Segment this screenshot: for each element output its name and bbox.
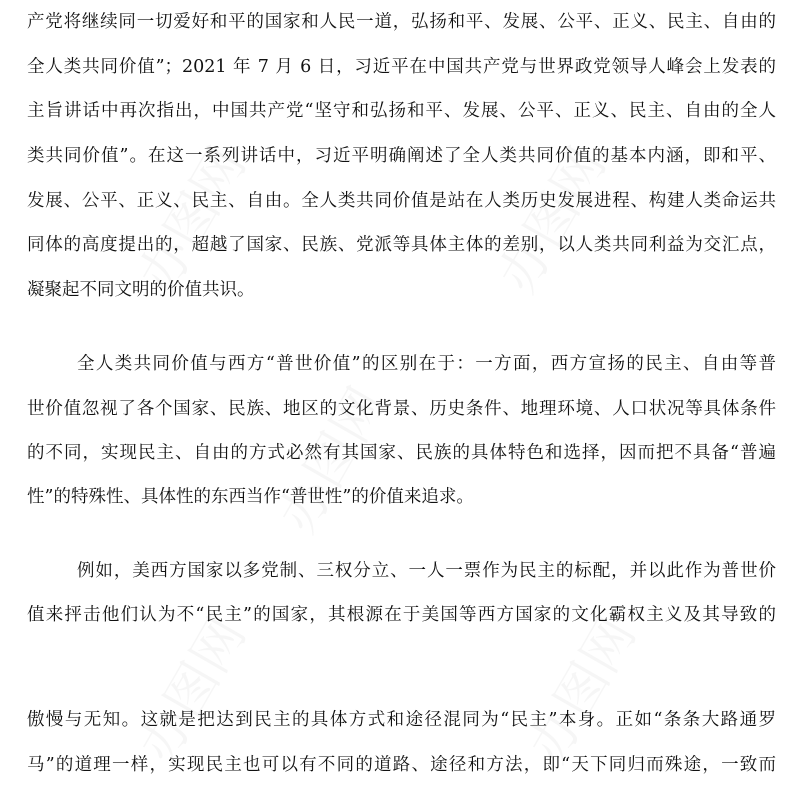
text-line: 全人类共同价值”；2021 年 7 月 6 日，习近平在中国共产党与世界政党领导人峰会上发表的 bbox=[27, 57, 776, 77]
text-line: 的不同，实现民主、自由的方式必然有其国家、民族的具体特色和选择，因而把不具备“普遍 bbox=[27, 443, 776, 463]
text-line: 马”的道理一样，实现民主也可以有不同的道路、途径和方法，即“天下同归而殊途，一致而 bbox=[27, 755, 776, 775]
text-line: 例如，美西方国家以多党制、三权分立、一人一票作为民主的标配，并以此作为普世价 bbox=[77, 561, 776, 581]
text-line: 产党将继续同一切爱好和平的国家和人民一道，弘扬和平、发展、公平、正义、民主、自由的 bbox=[27, 12, 776, 32]
watermark-text bbox=[117, 601, 260, 774]
text-line: 凝聚起不同文明的价值共识。 bbox=[27, 280, 255, 300]
text-line: 傲慢与无知。这就是把达到民主的具体方式和途径混同为“民主”本身。正如“条条大路通罗 bbox=[27, 710, 776, 730]
text-line: 性”的特殊性、具体性的东西当作“普世性”的价值来追求。 bbox=[27, 487, 474, 507]
text-line: 值来抨击他们认为不“民主”的国家，其根源在于美国等西方国家的文化霸权主义及其导致的 bbox=[27, 605, 776, 625]
text-line: 发展、公平、正义、民主、自由。全人类共同价值是站在人类历史发展进程、构建人类命运共 bbox=[27, 191, 776, 211]
text-line: 世价值忽视了各个国家、民族、地区的文化背景、历史条件、地理环境、人口状况等具体条件 bbox=[27, 399, 776, 419]
text-line: 类共同价值”。在这一系列讲话中，习近平明确阐述了全人类共同价值的基本内涵，即和平、 bbox=[27, 146, 776, 166]
watermark-text bbox=[507, 601, 650, 774]
text-line: 主旨讲话中再次指出，中国共产党“坚守和弘扬和平、发展、公平、正义、民主、自由的全人 bbox=[27, 101, 776, 121]
text-line: 全人类共同价值与西方“普世价值”的区别在于：一方面，西方宣扬的民主、自由等普 bbox=[77, 354, 776, 374]
text-line: 同体的高度提出的，超越了国家、民族、党派等具体主体的差别，以人类共同利益为交汇点， bbox=[27, 235, 776, 255]
